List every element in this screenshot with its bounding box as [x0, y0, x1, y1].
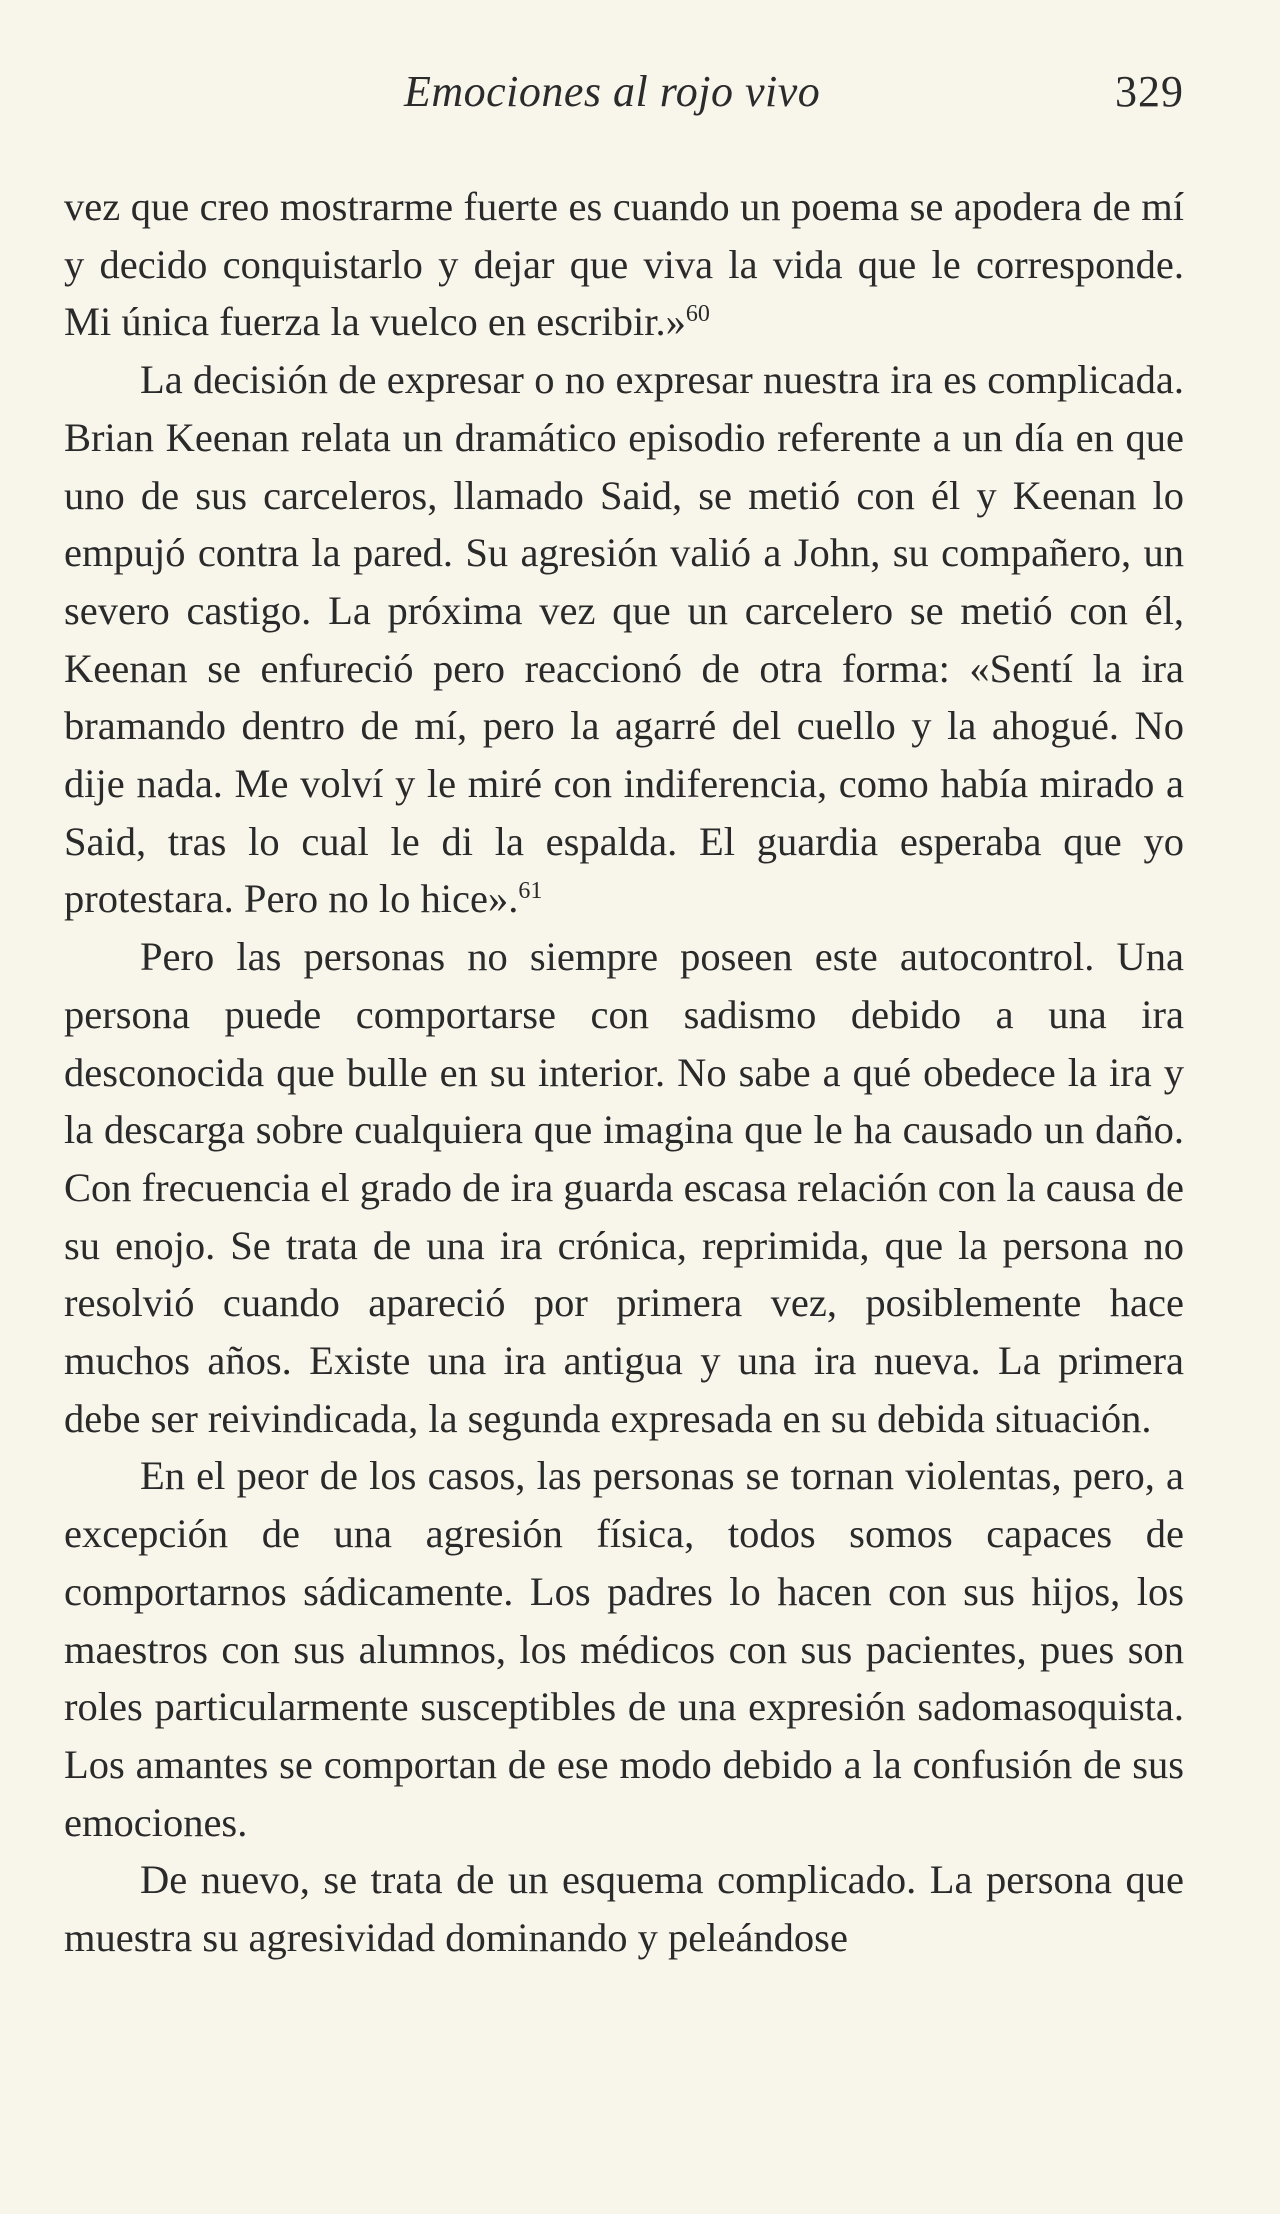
paragraph-text: De nuevo, se trata de un esquema complicado. La persona que muestra su agresividad dominando y peleándose — [64, 1857, 1184, 1961]
page-number: 329 — [1115, 67, 1184, 116]
running-title: Emociones al rojo vivo — [404, 67, 821, 116]
paragraph — [64, 1851, 1184, 1966]
footnote-ref: 60 — [685, 301, 710, 328]
paragraph-text: La decisión de expresar o no expresar nuestra ira es complicada. Brian Keenan relata un dramático episodio referente a un día en que uno de sus carceleros, llamado Said, se metió con él y Keenan lo empujó contra la pared. Su agresión valió a John, su compañero, un severo castigo. La próxima vez que un carcelero se metió con él, Keenan se enfureció pero reaccionó de otra forma: «Sentí la ira bramando dentro de mí, pero la agarré del cuello y la ahogué. No dije nada. Me volví y le miré con indiferencia, como había mirado a Said, tras lo cual le di la espalda. El guardia esperaba que yo protestara. Pero no lo hice». — [64, 357, 1184, 922]
paragraph — [64, 928, 1184, 1447]
paragraph-text: En el peor de los casos, las personas se tornan violentas, pero, a excepción de una agresión física, todos somos capaces de comportarnos sádicamente. Los padres lo hacen con sus hijos, los maestros con sus alumnos, los médicos con sus pacientes, pues son roles particularmente susceptibles de una expresión sadomasoquista. Los amantes se comportan de ese modo debido a la confusión de sus emociones. — [64, 1453, 1184, 1845]
paragraph-text: Pero las personas no siempre poseen este autocontrol. Una persona puede comportarse con sadismo debido a una ira desconocida que bulle en su interior. No sabe a qué obedece la ira y la descarga sobre cualquiera que imagina que le ha causado un daño. Con frecuencia el grado de ira guarda escasa relación con la causa de su enojo. Se trata de una ira crónica, reprimida, que la persona no resolvió cuando apareció por primera vez, posiblemente hace muchos años. Existe una ira antigua y una ira nueva. La primera debe ser reivindicada, la segunda expresada en su debida situación. — [64, 934, 1184, 1441]
body-text — [64, 178, 1184, 1967]
paragraph-text: vez que creo mostrarme fuerte es cuando un poema se apodera de mí y decido conquistarlo y dejar que viva la vida que le corresponde. Mi única fuerza la vuelco en escribir.» — [64, 184, 1184, 345]
footnote-ref: 61 — [518, 878, 543, 905]
paragraph — [64, 178, 1184, 351]
paragraph — [64, 1447, 1184, 1851]
paragraph — [64, 351, 1184, 928]
running-header — [64, 66, 1184, 126]
